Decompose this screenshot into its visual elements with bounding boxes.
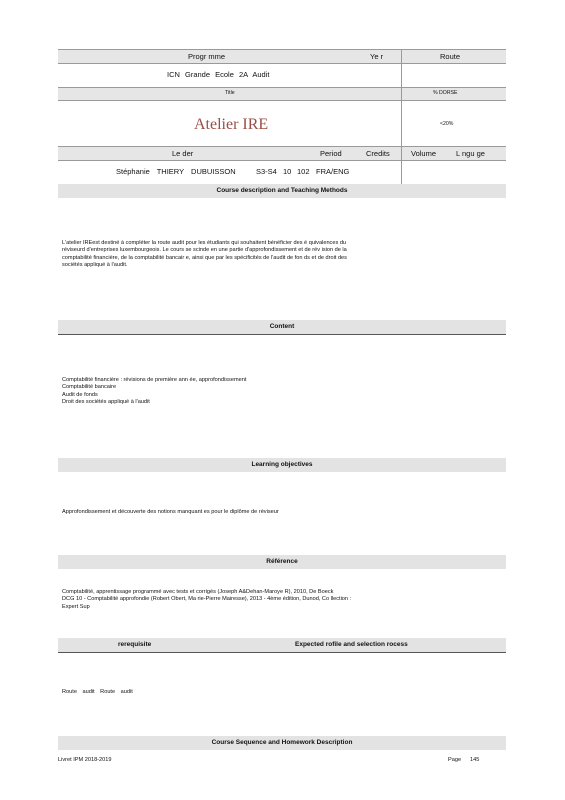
credits-value: 10: [283, 167, 292, 176]
footer-page-label: Page: [448, 757, 462, 763]
section-objectives-title: Learning objectives: [251, 461, 313, 468]
content-line: Comptabilité financière : révisions de première ann ée, approfondissement: [62, 377, 247, 383]
description-line: réviseurd d'entreprises luxembourgeois. Le cours se scinde en une partie d'approfondissement et de rév ision de la: [62, 247, 347, 254]
reference-line: DCG 10 - Comptabilité approfondie (Robert Obert, Ma rie-Pierre Mairesse), 2013 - 4ème édition, Dunod, Co llection :: [62, 596, 352, 603]
title-label: Title: [225, 90, 235, 96]
section-prerequisite-header: [58, 638, 506, 653]
header-label-row: [58, 49, 506, 63]
period-label: Period: [320, 149, 342, 158]
description-text: [62, 240, 347, 269]
section-content-title: Content: [269, 323, 295, 330]
leader-value: Stéphanie THIERY DUBUISSON: [116, 167, 236, 176]
content-line: Droit des sociétés appliqué à l'audit: [62, 398, 150, 405]
footer-page-number: 145: [470, 757, 480, 763]
program-value: ICN Grande Ecole 2A Audit: [167, 70, 270, 79]
prerequisite-line: Route audit Route audit: [62, 689, 133, 695]
leader-label-row: [58, 146, 506, 160]
section-expected-title: Expected rofile and selection rocess: [295, 641, 408, 648]
section-reference-header: [58, 555, 506, 569]
description-line: comptabilité financière, de la comptabilité bancair e, ainsi que par les spécificités de l'audit de fon ds et de droit des: [62, 254, 347, 261]
section-sequence-header: [58, 736, 506, 750]
program-label: Progr mme: [188, 52, 226, 61]
volume-label: Volume: [411, 149, 437, 158]
language-value: FRA/ENG: [316, 167, 350, 176]
reference-text: [62, 589, 351, 611]
section-description-title: Course description and Teaching Methods: [216, 187, 348, 194]
dorse-value: <20%: [440, 121, 454, 127]
leader-label: Le der: [172, 149, 194, 158]
content-line: Comptabilité bancaire: [62, 384, 117, 391]
dorse-label: % DORSE: [433, 90, 458, 96]
route-label: Route: [440, 52, 461, 61]
period-value: S3-S4: [256, 167, 277, 176]
language-label: L ngu ge: [456, 149, 485, 158]
section-description-header: [58, 184, 506, 198]
footer-left: Livret IPM 2018-2019: [58, 757, 112, 763]
section-reference-title: Référence: [266, 558, 298, 565]
objectives-line: Approfondissement et découverte des notions manquant es pour le diplôme de réviseur: [62, 509, 279, 515]
credits-label: Credits: [366, 149, 390, 158]
section-prerequisite-title: rerequisite: [118, 641, 152, 648]
description-line: L'atelier IREest destiné à compléter la route audit pour les étudiants qui souhaitent bénéficier des é quivalences du: [62, 240, 347, 246]
reference-line: Expert Sup: [62, 603, 90, 610]
section-objectives-header: [58, 458, 506, 472]
prerequisite-text: [62, 689, 133, 696]
volume-value: 102: [297, 167, 310, 176]
description-line: sociétés appliqué à l'audit.: [62, 261, 128, 268]
course-title: Atelier IRE: [194, 116, 269, 133]
reference-line: Comptabilité, apprentissage programmé avec tests et corrigés (Joseph A&Dehan-Maroye R), 2010, De Boeck: [62, 589, 334, 595]
content-line: Audit de fonds: [62, 391, 98, 398]
objectives-text: [62, 509, 279, 516]
section-sequence-title: Course Sequence and Homework Description: [211, 739, 353, 746]
content-text: [62, 377, 246, 406]
section-content-header: [58, 320, 506, 335]
year-label: Ye r: [370, 52, 384, 61]
